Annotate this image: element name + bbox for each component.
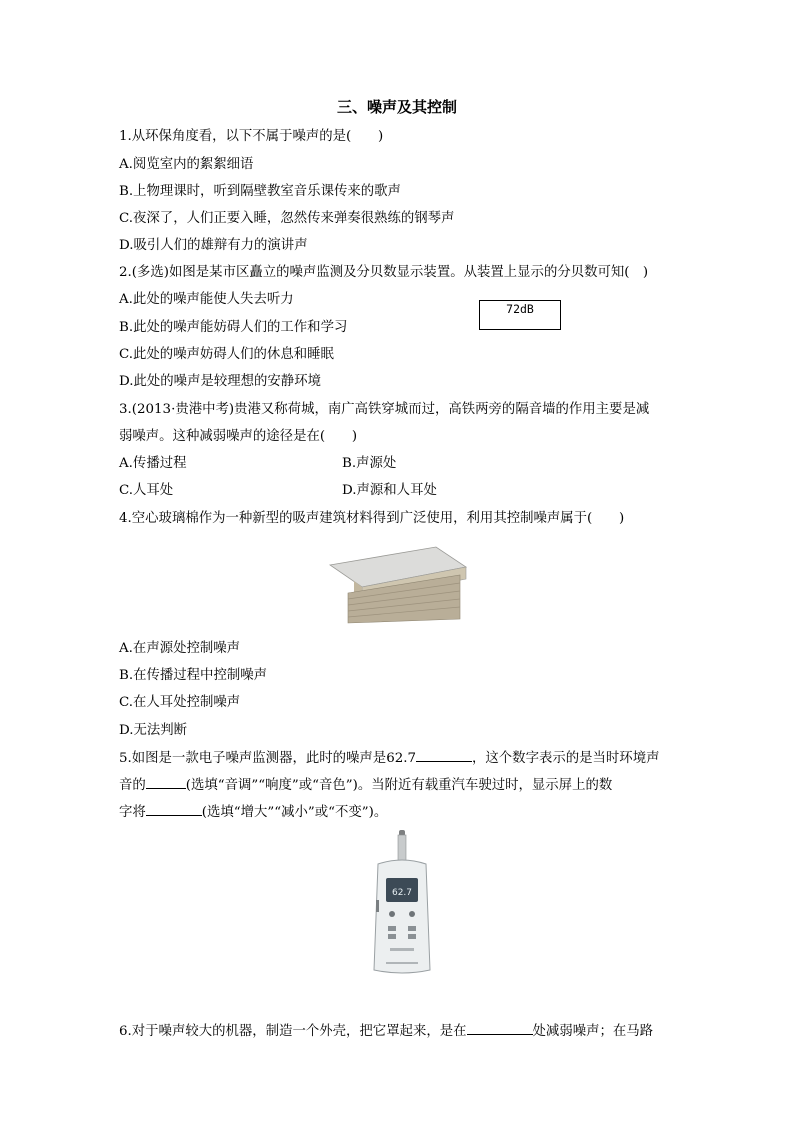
q2-stem: 2.(多选)如图是某市区矗立的噪声监测及分贝数显示装置。从装置上显示的分贝数可知( ) (119, 265, 649, 280)
q4-option-d: D.无法判断 (119, 723, 188, 738)
q1-option-d: D.吸引人们的雄辩有力的演讲声 (119, 238, 308, 253)
q5-text-3a: 字将 (119, 805, 146, 820)
q5-blank-change (146, 803, 202, 816)
q3-option-b: B.声源处 (342, 456, 397, 471)
decibel-display: 72dB (479, 300, 561, 330)
q5-text-1a: 5.如图是一款电子噪声监测器，此时的噪声是62.7 (119, 751, 417, 766)
q3-option-a: A.传播过程 (119, 456, 187, 471)
q4-option-b: B.在传播过程中控制噪声 (119, 668, 268, 683)
q3-option-d: D.声源和人耳处 (342, 483, 437, 498)
q6-blank-location (467, 1022, 533, 1035)
noise-meter-image (372, 830, 432, 976)
q3-stem-line1: 3.(2013·贵港中考)贵港又称荷城，南广高铁穿城而过，高铁两旁的隔音墙的作用主要是减 (119, 402, 650, 417)
q6-line1 (119, 1022, 653, 1041)
meter-reading: 62.7 (391, 888, 413, 898)
q6-text-1a: 6.对于噪声较大的机器，制造一个外壳，把它罩起来，是在 (119, 1024, 467, 1039)
q5-text-2b: (选填“音调”“响度”或“音色”)。当附近有载重汽车驶过时，显示屏上的数 (185, 778, 613, 793)
q2-option-b: B.此处的噪声能妨碍人们的工作和学习 (119, 320, 348, 335)
q2-option-a: A.此处的噪声能使人失去听力 (119, 292, 294, 307)
q6-text-1b: 处减弱噪声；在马路 (532, 1024, 654, 1039)
q5-line3 (119, 803, 387, 822)
q5-text-3b: (选填“增大”“减小”或“不变”)。 (201, 805, 388, 820)
q2-option-d: D.此处的噪声是较理想的安静环境 (119, 374, 321, 389)
q5-text-1b: ，这个数字表示的是当时环境声 (472, 751, 660, 766)
q1-option-b: B.上物理课时，听到隔壁教室音乐课传来的歌声 (119, 184, 401, 199)
page-title: 三、噪声及其控制 (336, 98, 457, 116)
q5-blank-unit (416, 749, 472, 762)
glass-wool-board-image (328, 545, 468, 625)
q5-text-2a: 音的 (119, 778, 146, 793)
q1-option-c: C.夜深了，人们正要入睡，忽然传来弹奏很熟练的钢琴声 (119, 211, 455, 226)
q3-option-c: C.人耳处 (119, 483, 174, 498)
q4-stem: 4.空心玻璃棉作为一种新型的吸声建筑材料得到广泛使用，利用其控制噪声属于( ) (119, 511, 625, 526)
q4-option-a: A.在声源处控制噪声 (119, 641, 241, 656)
q3-stem-line2: 弱噪声。这种减弱噪声的途径是在( ) (119, 429, 358, 444)
q4-option-c: C.在人耳处控制噪声 (119, 695, 241, 710)
q5-line1 (119, 749, 659, 768)
q5-line2 (119, 776, 612, 795)
q1-option-a: A.阅览室内的絮絮细语 (119, 157, 254, 172)
q3-options-row1 (119, 455, 397, 473)
q1-stem: 1.从环保角度看，以下不属于噪声的是( ) (119, 129, 384, 144)
q5-blank-property (146, 776, 186, 789)
q3-options-row2 (119, 482, 437, 500)
q2-option-c: C.此处的噪声妨碍人们的休息和睡眠 (119, 347, 334, 362)
